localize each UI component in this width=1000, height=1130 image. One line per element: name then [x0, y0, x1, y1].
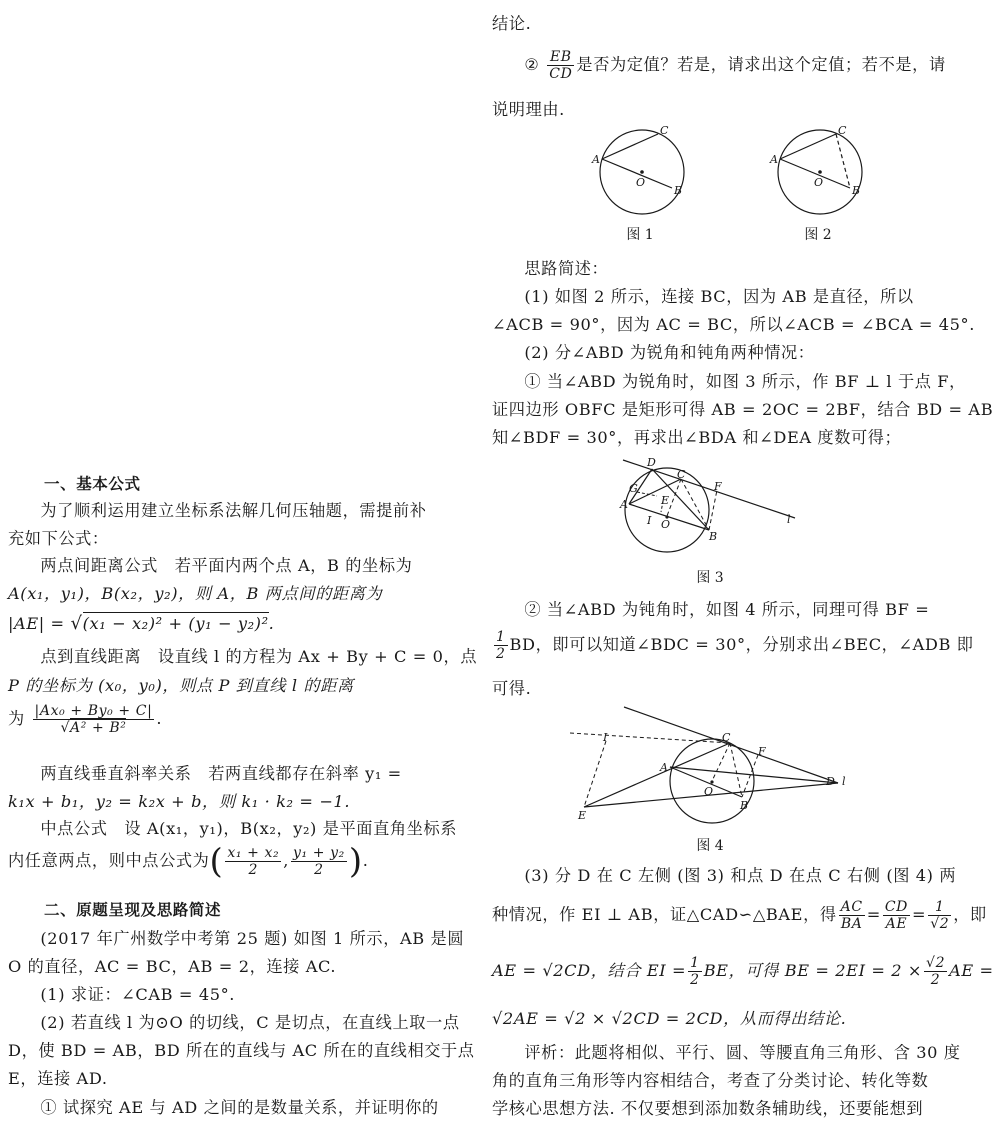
label-b: B [709, 530, 718, 543]
item-marker: ② [524, 55, 540, 74]
paragraph-solution-heading: 思路简述： [524, 259, 609, 278]
chord-ac [602, 134, 658, 159]
paragraph: 证四边形 OBFC 是矩形可得 AB = 2OC = 2BF，结合 BD = AB [492, 400, 994, 419]
fraction [225, 846, 281, 877]
label-l: l [787, 513, 791, 526]
label-o: O [704, 785, 714, 798]
label-c: C [722, 731, 731, 744]
chord-ac [780, 134, 836, 159]
paragraph: (1) 如图 2 所示，连接 BC，因为 AB 是直径，所以 [524, 287, 914, 306]
denominator: 2 [496, 646, 506, 662]
formula-prefix: 为 [8, 709, 25, 728]
label-b: B [740, 799, 749, 812]
numerator: x₁ + x₂ [227, 845, 280, 861]
label-f: F [714, 480, 722, 493]
fraction [839, 900, 865, 931]
dashed-bf [709, 490, 717, 530]
numerator: √2 [926, 955, 946, 971]
paragraph-part2: (2) 若直线 l 为⊙O 的切线，C 是切点，在直线上取一点 [40, 1013, 460, 1032]
paragraph-text: BD，即可以知道∠BDC = 30°，分别求出∠BEC，∠ADB 即 [509, 635, 974, 654]
label-c: C [660, 124, 669, 137]
formula-sqrt: (x₁ − x₂)² + (y₁ − y₂)² [82, 614, 269, 633]
paragraph: 可得. [492, 679, 532, 698]
paragraph-text: AE = [949, 961, 994, 980]
equals-sign: = [912, 905, 927, 924]
dashed-ie [584, 741, 606, 807]
paragraph: O 的直径，AC = BC，AB = 2，连接 AC. [8, 957, 337, 976]
figure-1-diagram [572, 124, 712, 224]
paragraph: 为了顺利运用建立坐标系法解几何压轴题，需提前补 [40, 501, 427, 520]
formula-prefix: 内任意两点，则中点公式为 [8, 851, 210, 870]
paragraph-text: AE = √2CD，结合 EI = [492, 961, 687, 980]
paragraph-distance-formula: 两点间距离公式 若平面内两个点 A，B 的坐标为 [40, 556, 413, 575]
paragraph-text: BE，可得 BE = 2EI = 2 × [703, 961, 923, 980]
paragraph: P 的坐标为 (x₀，y₀)，则点 P 到直线 l 的距离 [8, 676, 354, 695]
paragraph-text: 种情况，作 EI ⊥ AB，证△CAD∽△BAE，得 [492, 905, 837, 924]
denominator: BA [840, 916, 863, 932]
figure-3-caption: 图 3 [696, 570, 724, 586]
point-line-formula: 为 $\frac{\text{|Ax₀ + By₀ + C|}}{\text{√A² + B²}}$ . [8, 703, 163, 736]
center-point [818, 170, 822, 174]
distance-formula: |AE| = √(x₁ − x₂)² + (y₁ − y₂)². [8, 613, 275, 634]
heading-basic-formulas: 一、基本公式 [44, 475, 141, 493]
equals-sign: = [866, 905, 881, 924]
figure-2-diagram [750, 124, 890, 224]
denominator: √2 [930, 916, 950, 932]
numerator: CD [884, 899, 909, 915]
tangent-line-l [624, 707, 838, 783]
denominator: √A² + B² [60, 720, 127, 736]
dashed-co [712, 743, 730, 781]
fraction [688, 956, 702, 987]
denominator: CD [549, 66, 573, 82]
fraction [924, 956, 947, 987]
label-c: C [838, 124, 847, 137]
label-i: I [603, 731, 608, 744]
circle [625, 468, 709, 552]
numerator: |Ax₀ + By₀ + C| [34, 703, 153, 719]
paragraph: √2AE = √2 × √2CD = 2CD，从而得出结论. [492, 1009, 847, 1028]
label-e: E [578, 809, 587, 822]
paragraph: (2) 分∠ABD 为锐角和钝角两种情况： [524, 343, 815, 362]
paragraph-part1: (1) 求证：∠CAB = 45°. [40, 985, 236, 1004]
paragraph: ① 试探究 AE 与 AD 之间的是数量关系，并证明你的 [40, 1098, 439, 1117]
fraction [33, 704, 155, 735]
denominator: AE [885, 916, 908, 932]
fraction [928, 900, 951, 931]
midpoint-formula: 内任意两点，则中点公式为( $\frac{\text{x₁ + x₂}}{2}$ , $\frac{\text{y₁ + y₂}}{2}$ ). [8, 841, 369, 882]
paragraph: 充如下公式： [8, 529, 109, 548]
denominator-sqrt: A² + B² [70, 720, 127, 736]
label-d: D [826, 775, 835, 788]
numerator: 1 [496, 629, 506, 645]
paragraph-perpendicular-slopes: 两直线垂直斜率关系 若两直线都存在斜率 y₁ = [40, 764, 402, 783]
figure-3-diagram [617, 456, 807, 564]
paragraph: ② 当∠ABD 为钝角时，如图 4 所示，同理可得 BF = [524, 600, 930, 619]
question-2 [492, 50, 946, 90]
label-f: F [758, 745, 766, 758]
label-a: A [592, 153, 600, 166]
fraction [883, 900, 910, 931]
paragraph: (3) 分 D 在 C 左侧 (图 3) 和点 D 在点 C 右侧 (图 4) 两 [524, 866, 957, 885]
paragraph: A(x₁，y₁)，B(x₂，y₂)，则 A，B 两点间的距离为 [8, 584, 383, 603]
label-a: A [770, 153, 778, 166]
numerator: 1 [928, 900, 951, 916]
label-c: C [677, 468, 686, 481]
denominator: 2 [690, 972, 700, 988]
label-b: B [852, 184, 861, 197]
heading-original-problem: 二、原题呈现及思路简述 [44, 901, 222, 919]
center-point [640, 170, 644, 174]
paragraph: 学核心思想方法. 不仅要想到添加数条辅助线，还要能想到 [492, 1099, 924, 1118]
figure-4-caption: 图 4 [696, 838, 724, 854]
dashed-bc [836, 134, 850, 188]
paragraph: D，使 BD = AB，BD 所在的直线与 AC 所在的直线相交于点 [8, 1041, 475, 1060]
figure-4-diagram [570, 705, 860, 825]
paragraph-ae [492, 956, 994, 1000]
numerator: y₁ + y₂ [292, 845, 345, 861]
paragraph-with-fraction [492, 630, 974, 670]
paragraph: 知∠BDF = 30°，再求出∠BDA 和∠DEA 度数可得； [492, 428, 902, 447]
dashed-line [570, 733, 730, 743]
paragraph-commentary: 评析：此题将相似、平行、圆、等腰直角三角形、含 30 度 [524, 1043, 961, 1062]
label-i: I [647, 514, 652, 527]
paragraph: 说明理由. [492, 100, 565, 119]
label-a: A [660, 761, 668, 774]
label-o: O [636, 176, 646, 189]
denominator: 2 [930, 972, 941, 988]
figure-2-caption: 图 2 [804, 227, 832, 243]
fraction [494, 630, 508, 661]
fraction [547, 50, 574, 81]
label-d: D [647, 456, 656, 469]
fraction [291, 846, 347, 877]
paragraph-text: ，即 [953, 905, 987, 924]
label-g: G [629, 482, 638, 495]
paragraph: ① 当∠ABD 为锐角时，如图 3 所示，作 BF ⊥ l 于点 F， [524, 372, 966, 391]
numerator: EB [547, 50, 574, 66]
paragraph: k₁x + b₁，y₂ = k₂x + b，则 k₁ · k₂ = −1. [8, 792, 351, 811]
figure-1-caption: 图 1 [626, 227, 654, 243]
label-a: A [620, 498, 628, 511]
formula-prefix: |AE| = [8, 614, 65, 633]
paragraph-midpoint: 中点公式 设 A(x₁，y₁)，B(x₂，y₂) 是平面直角坐标系 [40, 819, 458, 838]
label-o: O [814, 176, 824, 189]
paragraph-point-line-distance: 点到直线距离 设直线 l 的方程为 Ax + By + C = 0，点 [40, 647, 478, 666]
numerator: 1 [690, 955, 700, 971]
dashed-cb [730, 743, 742, 797]
denominator: 2 [314, 862, 324, 878]
paragraph-problem: (2017 年广州数学中考第 25 题) 如图 1 所示，AB 是圆 [40, 929, 465, 948]
paragraph: 结论. [492, 14, 532, 33]
paragraph-similarity [492, 900, 987, 944]
label-e: E [661, 494, 670, 507]
label-b: B [674, 184, 683, 197]
denominator: 2 [248, 862, 259, 878]
numerator: AC [840, 899, 863, 915]
label-o: O [661, 518, 671, 531]
question-text: 是否为定值？若是，请求出这个定值；若不是，请 [576, 55, 946, 74]
paragraph: 角的直角三角形等内容相结合，考查了分类讨论、转化等数 [492, 1071, 929, 1090]
label-l: l [842, 775, 846, 788]
paragraph: E，连接 AD. [8, 1069, 108, 1088]
center-point [710, 780, 713, 783]
paragraph: ∠ACB = 90°，因为 AC = BC，所以∠ACB = ∠BCA = 45°. [492, 315, 975, 334]
